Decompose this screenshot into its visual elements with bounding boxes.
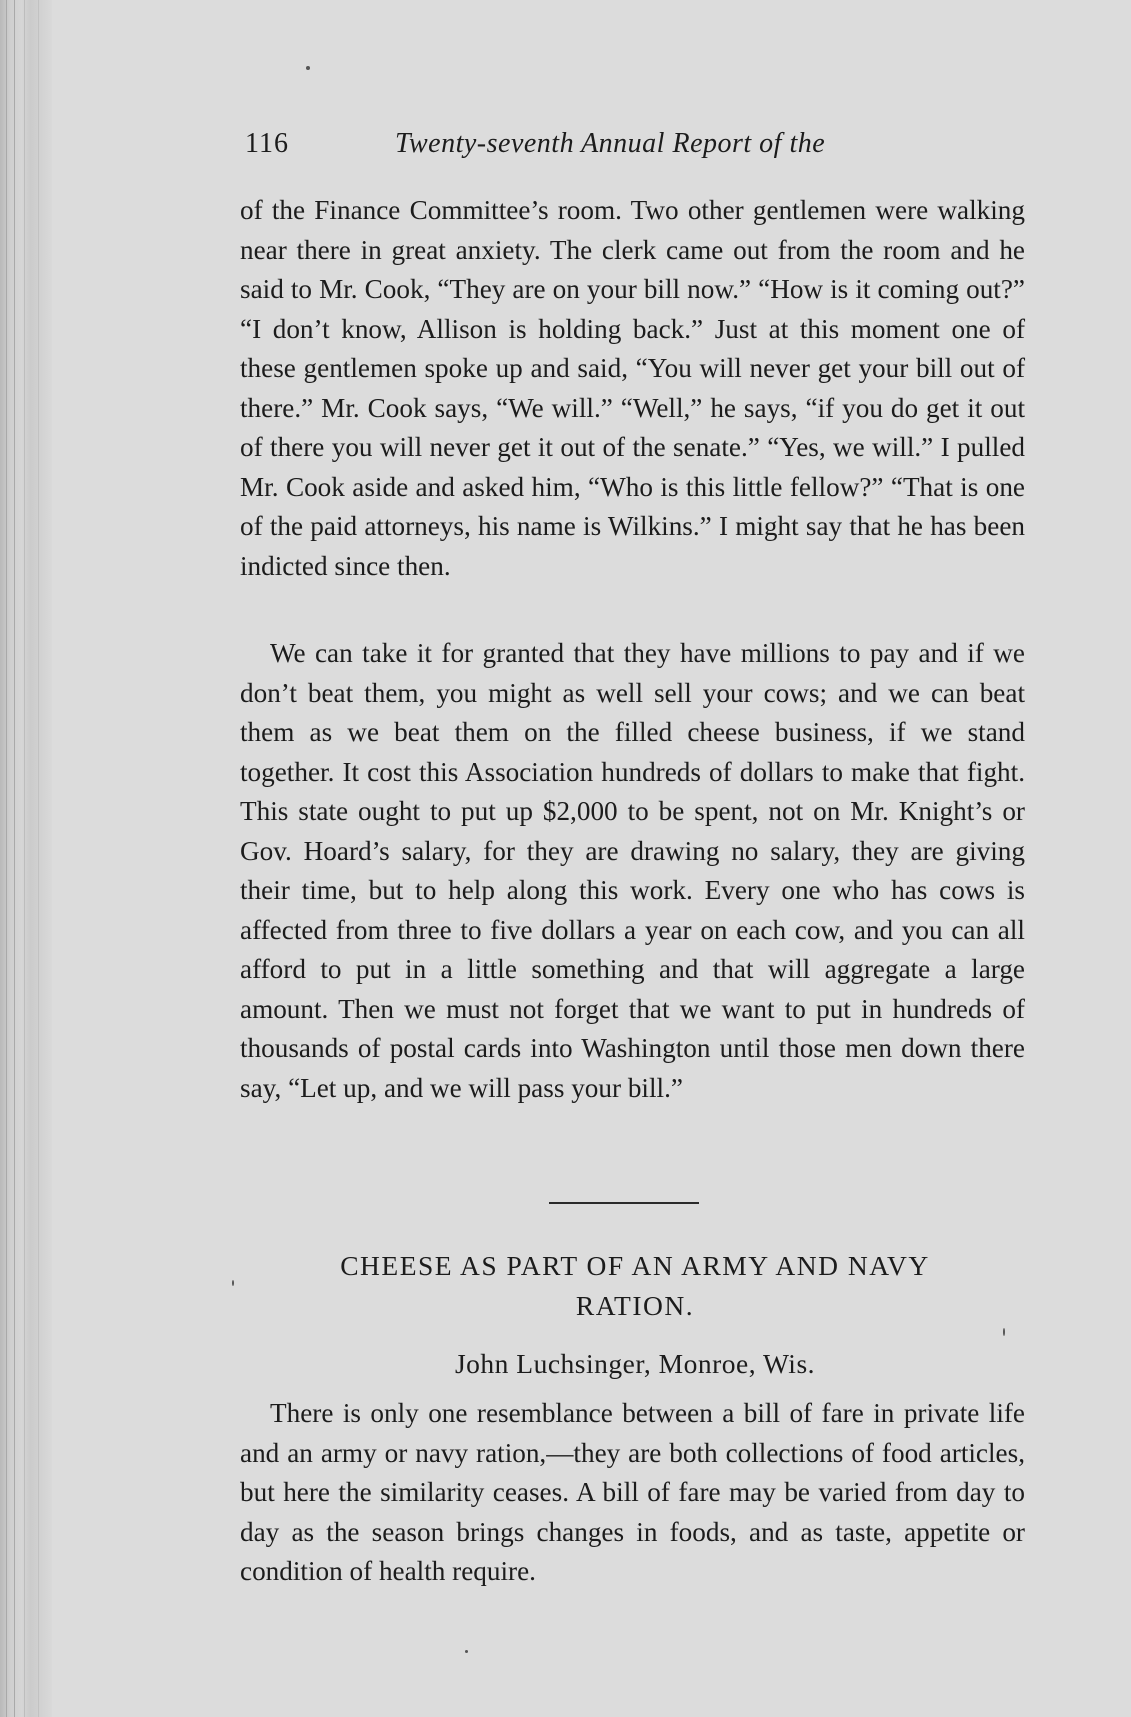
paragraph-postal-cards: We can take it for granted that they have millions to pay and if we don’t beat them, you might as well sell your cows; and we can beat them as we beat them on the filled cheese business, if we stand together. It cost this Association hundreds of dollars to make that fight. This state ought to put up $2,000 to be spent, not on Mr. Knight’s or Gov. Hoard’s salary, for they are drawing no salary, they are giving their time, but to help along this work. Every one who has cows is affected from three to five dollars a year on each cow, and you can all afford to put in a little something and that will aggregate a large amount. Then we must not forget that we want to put in hundreds of thousands of postal cards into Washington until those men down there say, “Let up, and we will pass your bill.” [240, 638, 1025, 1103]
page-number: 116 [245, 128, 289, 159]
binding-shadow [0, 0, 52, 1717]
section-divider [549, 1202, 699, 1204]
author-byline: John Luchsinger, Monroe, Wis. [454, 1348, 816, 1379]
running-header [245, 124, 885, 172]
page-speck [232, 1280, 234, 1286]
running-title: Twenty-seventh Annual Report of the [395, 128, 826, 159]
section-title-line-1: CHEESE AS PART OF AN ARMY AND NAVY [340, 1250, 930, 1281]
paragraph-bill-of-fare: There is only one resemblance between a bill of fare in private life and an army or navy ration,—they are both collections of food articles, but here the similarity ceases. A bill of fare may be varied from day to day as the season brings changes in foods, and as taste, appetite or condition of health require. [240, 1398, 1025, 1586]
page-speck [1003, 1328, 1005, 1336]
page-speck [465, 1650, 468, 1653]
binding-line [6, 0, 7, 1717]
page-speck [306, 66, 310, 70]
section-title-line-2: RATION. [575, 1290, 695, 1321]
paragraph-continuation: of the Finance Committee’s room. Two other gentlemen were walking near there in great anxiety. The clerk came out from the room and he said to Mr. Cook, “They are on your bill now.” “How is it coming out?” “I don’t know, Allison is holding back.” Just at this moment one of these gentlemen spoke up and said, “You will never get your bill out of there.” Mr. Cook says, “We will.” “Well,” he says, “if you do get it out of there you will never get it out of the senate.” “Yes, we will.” I pulled Mr. Cook aside and asked him, “Who is this little fellow?” “That is one of the paid attorneys, his name is Wilkins.” I might say that he has been indicted since then. [240, 195, 1025, 581]
section-title [250, 1246, 1020, 1326]
binding-line [24, 0, 25, 1717]
binding-line [14, 0, 15, 1717]
binding-line [38, 0, 39, 1717]
